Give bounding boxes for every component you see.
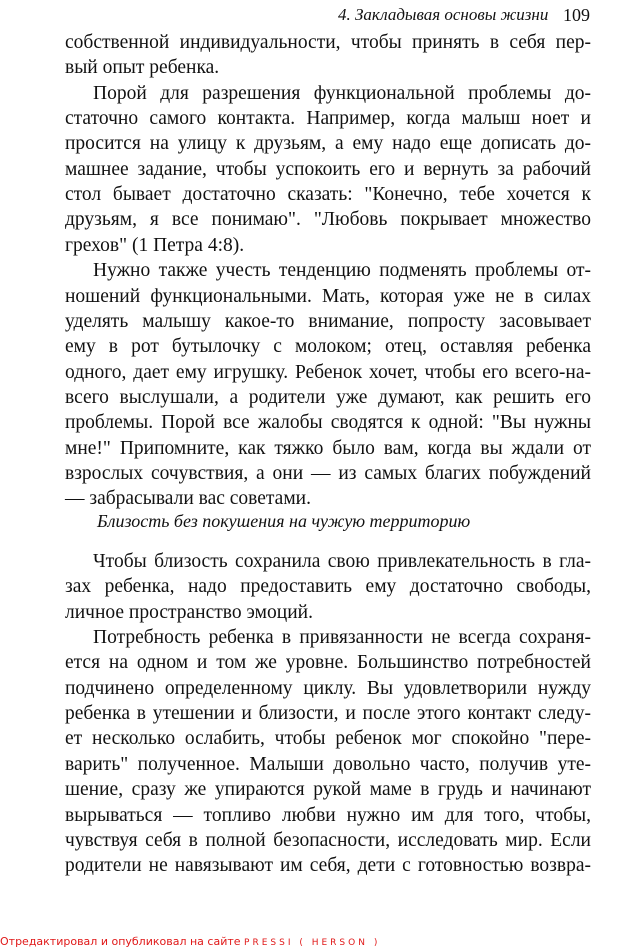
section-subheading: Близость без покушения на чужую территорию [97,511,471,531]
text-line: одного, дает ему игрушку. Ребенок хочет, чтобы его всего-на- [65,361,591,383]
text-line: ребенка в утешении и близости, и после этого контакт следу- [65,703,591,725]
text-line: друзьям, я все понимаю". "Любовь покрывает множество [65,209,591,231]
text-line: чувствуя себя в полной безопасности, исследовать мир. Если [65,829,591,851]
text-line: всего выслушали, а родители уже думают, как решить его [65,386,591,408]
text-line: шение, сразу же упираются рукой маме в грудь и начинают [65,779,591,801]
text-line: подчинено определенному циклу. Вы удовлетворили нужду [65,677,591,699]
text-line: ношений функциональными. Мать, которая уже не в силах [65,285,591,307]
footer-text: Отредактировал и опубликовал на сайте [0,935,241,948]
text-line: зах ребенка, надо предоставить ему достаточно свободы, [65,576,591,598]
text-line: ему в рот бутылочку с молоком; отец, оставляя ребенка [65,336,591,358]
footer-credit [0,933,380,951]
text-line: просится на улицу к друзьям, а ему надо еще дописать до- [65,133,591,155]
text-line: стол бывает достаточно сказать: "Конечно, тебе хочется к [65,184,591,206]
text-line: Нужно также учесть тенденцию подменять проблемы от- [93,260,591,282]
text-line: вый опыт ребенка. [65,57,220,79]
text-line: — забрасывали вас советами. [65,488,311,510]
text-line: варить" полученное. Малыши довольно часто, получив уте- [65,753,591,775]
running-head [300,3,590,27]
text-line: Порой для разрешения функциональной проблемы до- [93,82,591,104]
text-line: Чтобы близость сохранила свою привлекательность в гла- [93,551,591,572]
text-line: Потребность ребенка в привязанности не всегда сохраня- [93,627,591,649]
text-line: личное пространство эмоций. [65,601,313,623]
text-line: собственной индивидуальности, чтобы принять в себя пер- [65,32,591,53]
text-line: машнее задание, чтобы успокоить его и вернуть за рабочий [65,158,591,180]
chapter-title: 4. Закладывая основы жизни [338,5,549,24]
text-line: ется на одном и том же уровне. Большинство потребностей [65,652,591,674]
text-line: родители не навязывают им себя, дети с готовностью возвра- [65,855,591,877]
text-line: уделять малышу какое-то внимание, попросту засовывает [65,310,591,332]
text-line: ет несколько ослабить, чтобы ребенок мог спокойно "пере- [65,728,591,750]
text-line: вырываться — топливо любви нужно им для того, чтобы, [65,804,591,826]
footer-brand: PRESSI ( HERSON ) [244,938,381,948]
page-number: 109 [563,5,590,25]
text-line: взрослых сочувствия, а они — из самых благих побуждений [65,462,591,484]
text-line: грехов" (1 Петра 4:8). [65,234,245,256]
text-line: проблемы. Порой все жалобы сводятся к одной: "Вы нужны [65,412,591,434]
text-line: статочно самого контакта. Например, когда малыш ноет и [65,108,591,130]
text-line: мне!" Припомните, как тяжко было вам, когда вы ждали от [65,437,591,459]
